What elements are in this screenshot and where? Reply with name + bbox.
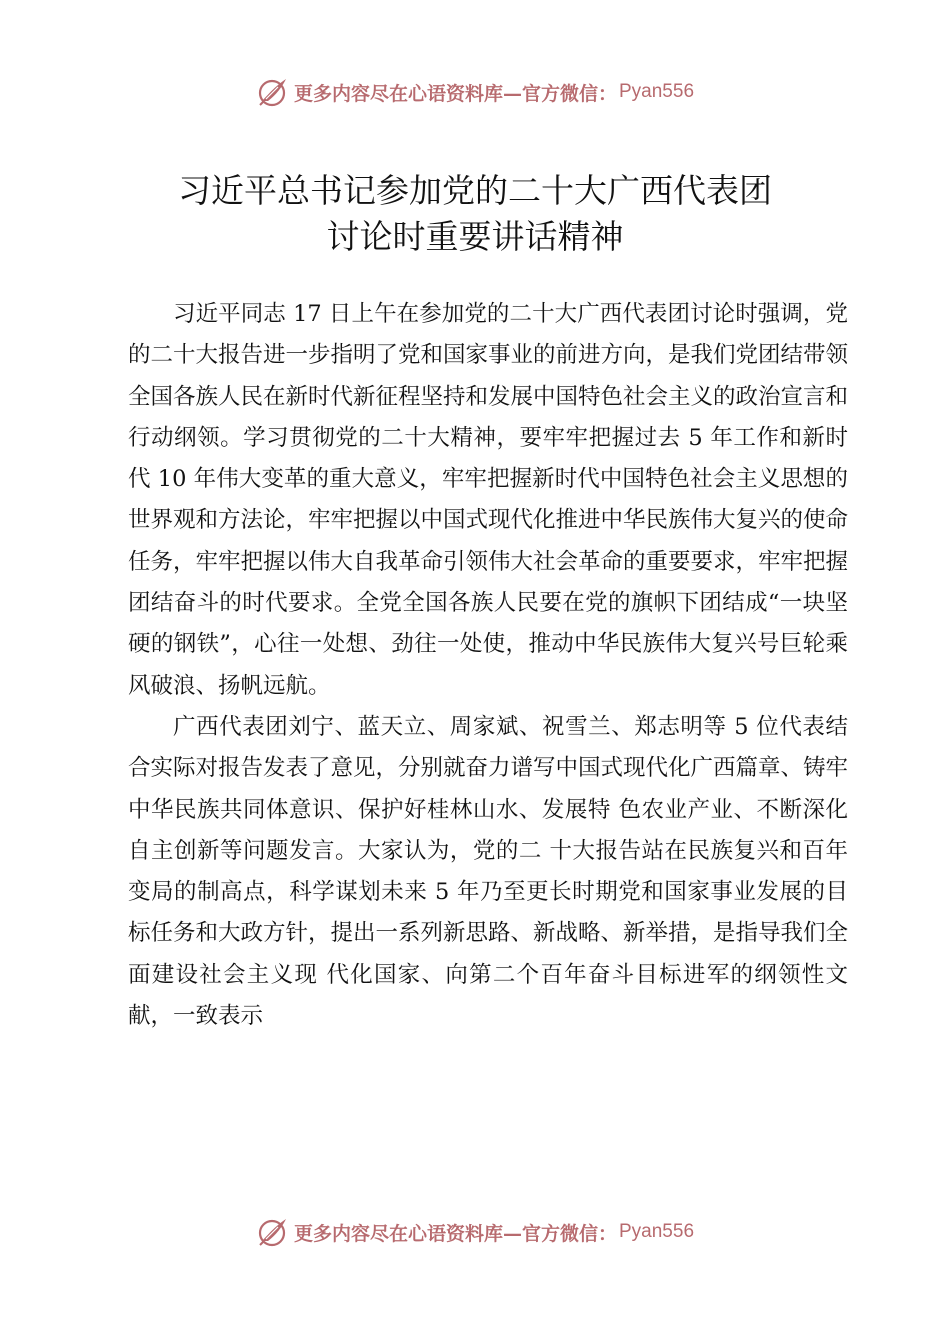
header-watermark-id: Pyan556 xyxy=(619,81,695,102)
body-paragraph-2: 广西代表团刘宁、蓝天立、周家斌、祝雪兰、郑志明等 5 位代表结合实际对报告发表了意见，分别就奋力谱写中国式现代化广西篇章、铸牢中华民族共同体意识、保护好桂林山水、发展特 色农业产业、不断深化自主创新等问题发言。大家认为，党的二 十大报告站在民族复兴和百年变局的制高点，科学谋划未来 5 年乃至更长时期党和国家事业发展的目标任务和大政方针，提出一系列新思路、新战略、新举措，是指导我们全面建设社会主义现 代化国家、向第二个百年奋斗目标进军的纲领性文献，一致表示 xyxy=(128,713,849,1030)
footer-watermark-id: Pyan556 xyxy=(619,1221,695,1242)
header-watermark-text: 更多内容尽在心语资料库—官方微信： xyxy=(293,82,617,105)
header-watermark-banner xyxy=(0,72,950,112)
document-title xyxy=(0,168,950,260)
document-title-line-1: 习近平总书记参加党的二十大广西代表团 xyxy=(178,171,772,210)
body-paragraph-1: 习近平同志 17 日上午在参加党的二十大广西代表团讨论时强调，党的二十大报告进一步指明了党和国家事业的前进方向，是我们党团结带领全国各族人民在新时代新征程坚持和发展中国特色社会主义的政治宣言和行动纲领。学习贯彻党的二十大精神，要牢牢把握过去 5 年工作和新时代 10 年伟大变革的重大意义，牢牢把握新时代中国特色社会主义思想的世界观和方法论，牢牢把握以中国式现代化推进中华民族伟大复兴的使命任务，牢牢把握以伟大自我革命引领伟大社会革命的重要要求，牢牢把握团结奋斗的时代要求。全党全国各族人民要在党的旗帜下团结成“一块坚硬的钢铁”，心往一处想、劲往一处使，推动中华民族伟大复兴号巨轮乘风破浪、扬帆远航。 xyxy=(128,301,849,699)
document-body xyxy=(128,294,848,1037)
footer-watermark-banner xyxy=(0,1212,950,1252)
quill-pen-logo-icon xyxy=(256,75,290,109)
document-title-line-2: 讨论时重要讲话精神 xyxy=(326,217,624,256)
quill-pen-logo-icon xyxy=(256,1215,290,1249)
footer-watermark-text: 更多内容尽在心语资料库—官方微信： xyxy=(293,1222,617,1245)
